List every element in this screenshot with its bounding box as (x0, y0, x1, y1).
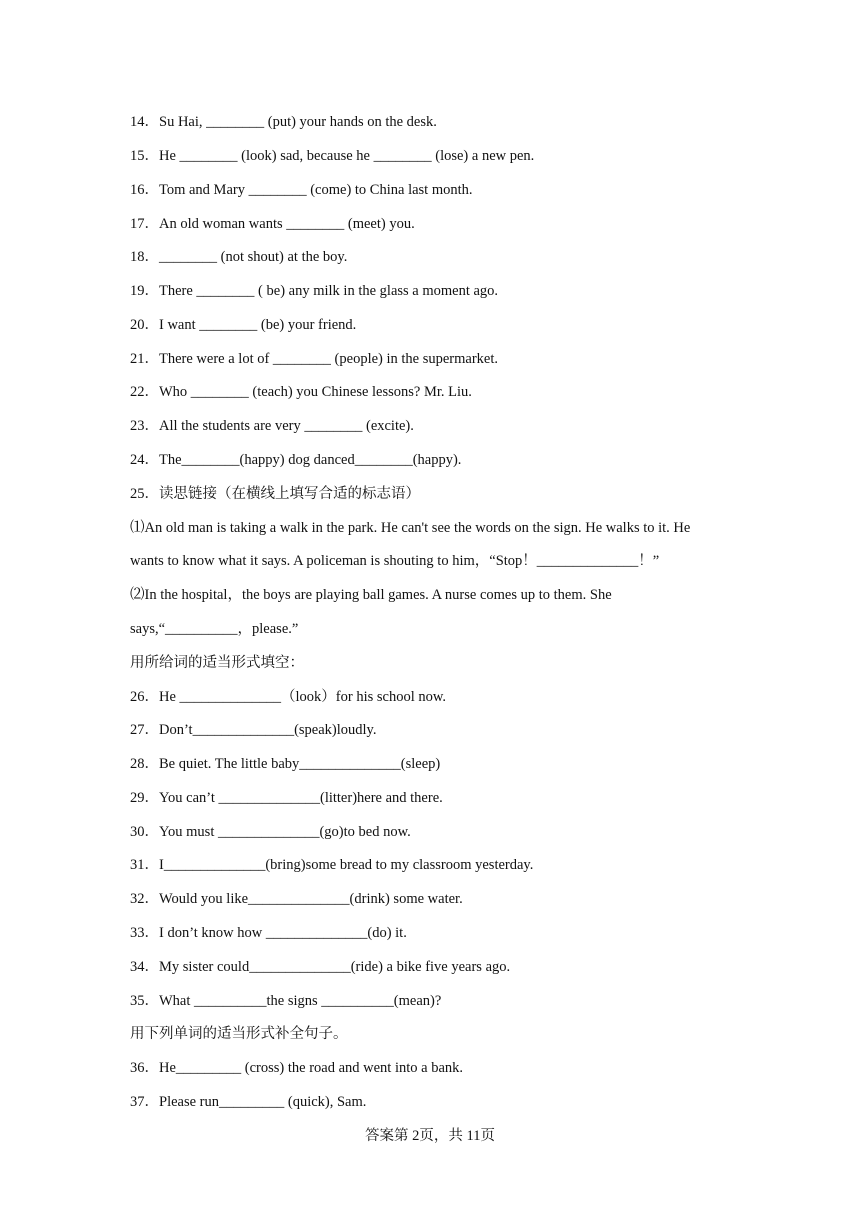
question-21: 21．There were a lot of ________ (people) in the supermarket. (130, 351, 499, 367)
question-29: 29．You can’t ______________(litter)here and there. (130, 790, 443, 806)
question-24: 24．The________(happy) dog danced________(happy). (130, 452, 462, 468)
question-36: 36．He_________ (cross) the road and went into a bank. (130, 1060, 464, 1076)
question-37: 37．Please run_________ (quick), Sam. (130, 1094, 367, 1110)
question-17: 17．An old woman wants ________ (meet) you. (130, 216, 415, 232)
question-16: 16．Tom and Mary ________ (come) to China last month. (130, 182, 473, 198)
section-instruction-2: 用下列单词的适当形式补全句子。 (130, 1026, 348, 1042)
question-14: 14．Su Hai, ________ (put) your hands on the desk. (130, 114, 437, 130)
question-25-passage-1b: wants to know what it says. A policeman is shouting to him，“Stop！______________！” (130, 553, 660, 569)
question-19: 19．There ________ ( be) any milk in the glass a moment ago. (130, 283, 499, 299)
question-26: 26．He ______________（look）for his school now. (130, 689, 447, 705)
question-35: 35．What __________the signs __________(mean)? (130, 993, 442, 1009)
question-27: 27．Don’t______________(speak)loudly. (130, 722, 377, 738)
question-28: 28．Be quiet. The little baby______________(sleep) (130, 756, 441, 772)
page-footer: 答案第 2页，共 11页 (365, 1128, 495, 1144)
question-23: 23．All the students are very ________ (excite). (130, 418, 414, 434)
question-22: 22．Who ________ (teach) you Chinese lessons? Mr. Liu. (130, 384, 472, 400)
question-18: 18．________ (not shout) at the boy. (130, 249, 348, 265)
question-31: 31．I______________(bring)some bread to my classroom yesterday. (130, 857, 534, 873)
question-30: 30．You must ______________(go)to bed now. (130, 824, 411, 840)
section-instruction-1: 用所给词的适当形式填空： (130, 655, 304, 671)
question-25-passage-2b: says,“__________，please.” (130, 621, 299, 637)
question-25-heading: 25．读思链接（在横线上填写合适的标志语） (130, 486, 420, 502)
question-25-passage-1a: ⑴An old man is taking a walk in the park. He can't see the words on the sign. He walks to it. He (130, 520, 691, 536)
question-34: 34．My sister could______________(ride) a bike five years ago. (130, 959, 511, 975)
question-25-passage-2a: ⑵In the hospital，the boys are playing ball games. A nurse comes up to them. She (130, 587, 612, 603)
question-20: 20．I want ________ (be) your friend. (130, 317, 357, 333)
question-32: 32．Would you like______________(drink) some water. (130, 891, 463, 907)
question-15: 15．He ________ (look) sad, because he ________ (lose) a new pen. (130, 148, 535, 164)
question-33: 33．I don’t know how ______________(do) it. (130, 925, 407, 941)
